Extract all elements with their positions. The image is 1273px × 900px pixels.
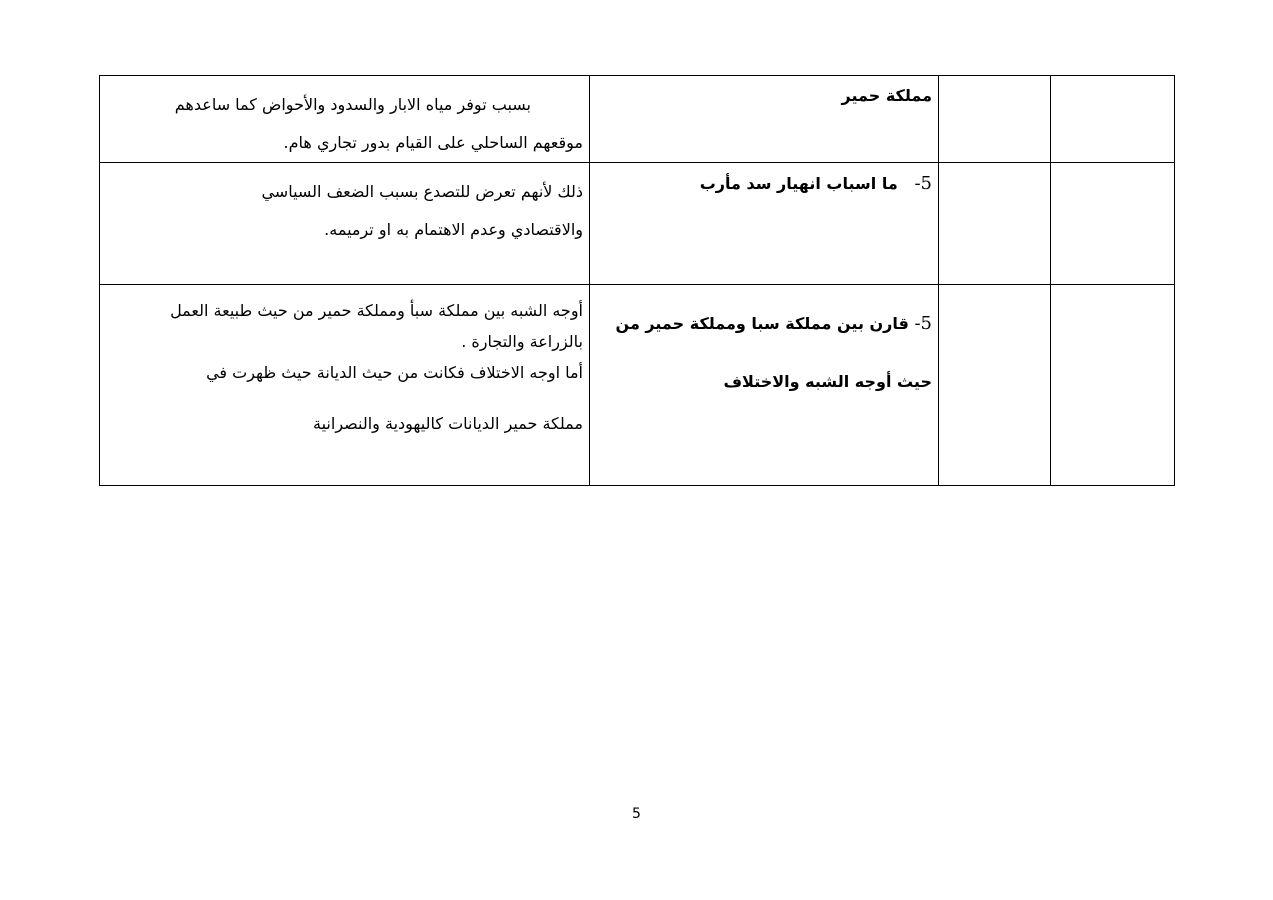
answer-cell — [100, 163, 590, 285]
empty-cell — [939, 76, 1051, 163]
answer-line: بسبب توفر مياه الابار والسدود والأحواض كما ساعدهم — [174, 95, 531, 114]
empty-cell — [1051, 163, 1175, 285]
answer-cell — [100, 285, 590, 486]
table-row — [100, 76, 1175, 163]
question-number: 5- — [914, 313, 932, 334]
empty-cell — [939, 163, 1051, 285]
answer-line: أوجه الشبه بين مملكة سبأ ومملكة حمير من حيث طبيعة العمل — [170, 301, 583, 320]
answers-table — [99, 75, 1175, 486]
answer-line: ذلك لأنهم تعرض للتصدع بسبب الضعف السياسي — [261, 182, 583, 201]
question-text: مملكة حمير — [841, 86, 932, 105]
question-line — [596, 295, 932, 353]
empty-cell — [1051, 76, 1175, 163]
answer-line: موقعهم الساحلي على القيام بدور تجاري هام. — [283, 133, 583, 152]
question-cell — [590, 163, 939, 285]
table-row — [100, 285, 1175, 486]
question-line: حيث أوجه الشبه والاختلاف — [723, 372, 932, 391]
page-number: 5 — [632, 806, 641, 822]
question-cell — [590, 76, 939, 163]
answer-line: والاقتصادي وعدم الاهتمام به او ترميمه. — [324, 220, 583, 239]
answer-line: بالزراعة والتجارة . — [461, 332, 583, 351]
question-line — [596, 173, 932, 194]
question-text: قارن بين مملكة سبا ومملكة حمير من — [615, 314, 909, 333]
question-number: 5- — [914, 173, 932, 194]
answer-line: مملكة حمير الديانات كاليهودية والنصرانية — [313, 414, 583, 433]
table-row — [100, 163, 1175, 285]
empty-cell — [1051, 285, 1175, 486]
line-gap — [106, 388, 583, 408]
question-text: ما اسباب انهيار سد مأرب — [699, 174, 898, 193]
answer-cell — [100, 76, 590, 163]
empty-cell — [939, 285, 1051, 486]
answer-line: أما اوجه الاختلاف فكانت من حيث الديانة حيث ظهرت في — [206, 363, 583, 382]
question-cell — [590, 285, 939, 486]
